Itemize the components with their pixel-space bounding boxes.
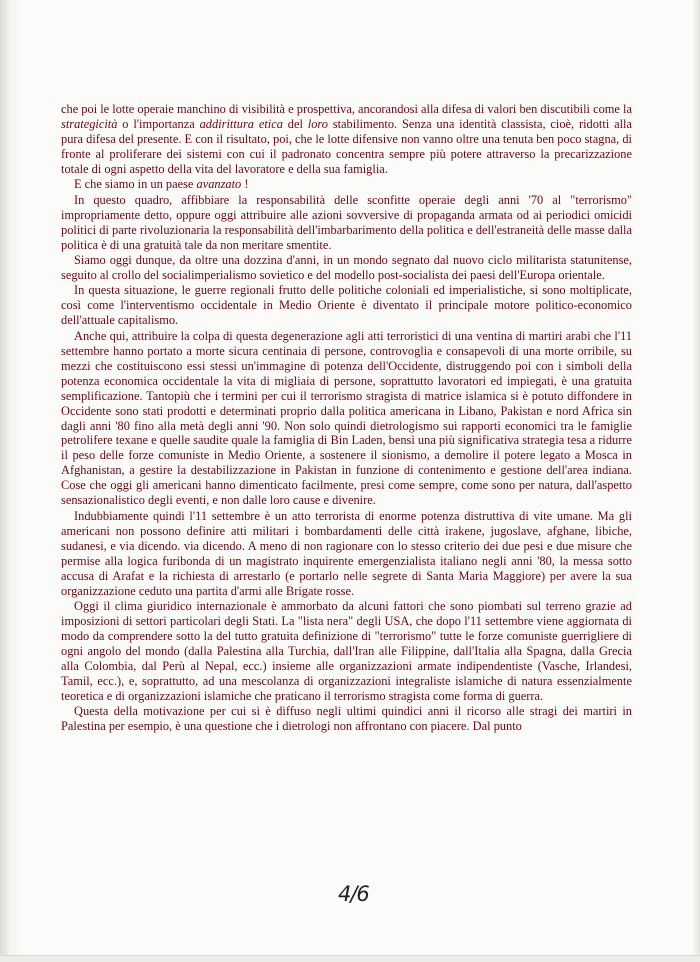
paragraph <box>61 193 632 253</box>
paragraph-text: In questa situazione, le guerre regionali frutto delle politiche coloniali ed imperialistiche, si sono moltiplicate, così come l'interventismo occidentale in Medio Oriente è diventato il principale motore politico-economico dell'attuale capitalismo. <box>61 283 632 328</box>
paragraph <box>61 253 632 283</box>
scan-edge-right <box>692 0 700 962</box>
paragraph-text: Indubbiamente quindi l'11 settembre è un atto terrorista di enorme potenza distruttiva di vite umane. Ma gli americani non possono definire atti militari i bombardamenti delle città irakene, jugoslave, afghane, libiche, sudanesi, e via dicendo. via dicendo. A meno di non ragionare con lo stesso criterio dei due pesi e due misure che permise alla logica furibonda di un magistrato inquirente emergenzialista italiano negli anni '80, la messa sotto accusa di Arafat e la richiesta di arrestarlo (e portarlo nelle segrete di Santa Maria Maggiore) per avere la sua organizzazione ceduto una partita d'armi alle Brigate rosse. <box>61 508 632 598</box>
emphasized-text: avanzato <box>196 177 242 192</box>
paragraph <box>61 704 632 734</box>
paragraph-text: Siamo oggi dunque, da oltre una dozzina d'anni, in un mondo segnato dal nuovo ciclo militarista statunitense, seguito al crollo del socialimperialismo sovietico e del modello post-socialista dei paesi dell'Europa orientale. <box>61 253 632 282</box>
scan-edge-bottom <box>0 955 700 962</box>
emphasized-text: loro <box>307 116 328 131</box>
paragraph <box>61 599 632 704</box>
paragraph-text: Anche qui, attribuire la colpa di questa degenerazione agli atti terroristici di una ventina di martiri arabi che l'11 settembre hanno portato a morte sicura centinaia di persone, controvoglia e consapevoli di una morte orribile, su mezzi che costituiscono essi stessi un'immagine di potenza dell'Occidente, distruggendo poi con i simboli della potenza economica occidentale la vita di migliaia di persone, soprattutto lavoratori ed impiegati, è una gratuita semplificazione. Tantopiù che i termini per cui il terrorismo stragista di matrice islamica si è potuto diffondere in Occidente sono stati prodotti e determinati proprio dalla politica americana in Libano, Pakistan e nord Africa sin dagli anni '80 fino alla metà degli anni '90. Non solo quindi dietrologismo sui rapporti economici tra le famiglie petrolifere texane e quelle saudite quale la famiglia di Bin Laden, bensì una più significativa strategia tesa a ridurre il peso delle forze comuniste in Medio Oriente, a sostenere il sionismo, a demolire il potere legato a Mosca in Afghanistan, a gestire la destabilizzazione in Pakistan in funzione di contenimento e gestione dell'area indiana. Cose che oggi gli americani hanno dimenticato facilmente, presi come sempre, come sono per natura, dall'aspetto sensazionalistico degli eventi, e non dalle loro cause e divenire. <box>61 328 632 508</box>
paragraph-text: stabilimento. Senza una identità classista, cioè, ridotti alla pura difesa del presente. E con il risultato, poi, che le lotte difensive non vanno oltre una tenuta ben poco stagna, di fronte al proliferare dei sistemi con cui il padronato concentra sempre più potere attraverso la precarizzazione totale di ogni aspetto della vita del lavoratore e della sua famiglia. <box>61 116 632 176</box>
paragraph-text: Oggi il clima giuridico internazionale è ammorbato da alcuni fattori che sono piombati sul terreno grazie ad imposizioni di settori particolari degli Stati. La "lista nera" degli USA, che dopo l'11 settembre viene aggiornata di modo da comprendere sotto la del tutto gratuita definizione di "terrorismo" tutte le forze comuniste guerrigliere di ogni angolo del mondo (dalla Palestina alla Turchia, dall'Iran alle Filippine, dall'Italia alla Spagna, dalla Grecia alla Colombia, dal Perù al Nepal, ecc.) insieme alle organizzazioni armate indipendentiste (Vasche, Irlandesi, Tamil, ecc.), e, soprattutto, ad una mescolanza di organizzazioni integraliste islamiche di natura essenzialmente teoretica e di organizzazioni islamiche che praticano il terrorismo stragista come forma di guerra. <box>61 598 632 703</box>
paragraph-text: In questo quadro, affibbiare la responsabilità delle sconfitte operaie degli anni '70 al "terrorismo" impropriamente detto, oppure oggi attribuire alle azioni sovversive di propaganda armata od ai periodici omicidi politici di parte rivoluzionaria la responsabilità dell'imbarbarimento della politica e dell'estraneità delle masse dalla politica è di una gratuità tale da non meritare smentite. <box>61 192 632 252</box>
paragraph <box>61 102 632 177</box>
paragraph <box>61 283 632 328</box>
paragraph <box>61 177 632 192</box>
paragraph <box>61 329 632 508</box>
scan-edge-left <box>0 0 22 962</box>
paragraph-text: del <box>282 116 308 131</box>
paragraph-text: E che siamo in un paese <box>74 177 197 192</box>
paragraph-text: Questa della motivazione per cui si è diffuso negli ultimi quindici anni il ricorso alle stragi dei martiri in Palestina per esempio, è una questione che i dietrologi non affrontano con piacere. Dal punto <box>61 704 632 734</box>
paragraph-text: che poi le lotte operaie manchino di visibilità e prospettiva, ancorandosi alla difesa di valori ben discutibili come la <box>61 102 632 116</box>
document-body <box>61 102 632 734</box>
paragraph-text: ! <box>241 177 249 192</box>
page-number: 4/6 <box>338 882 369 906</box>
emphasized-text: addirittura etica <box>199 116 283 131</box>
emphasized-text: strategicità <box>61 116 118 131</box>
paragraph-text: o l'importanza <box>117 116 200 131</box>
paragraph <box>61 509 632 599</box>
